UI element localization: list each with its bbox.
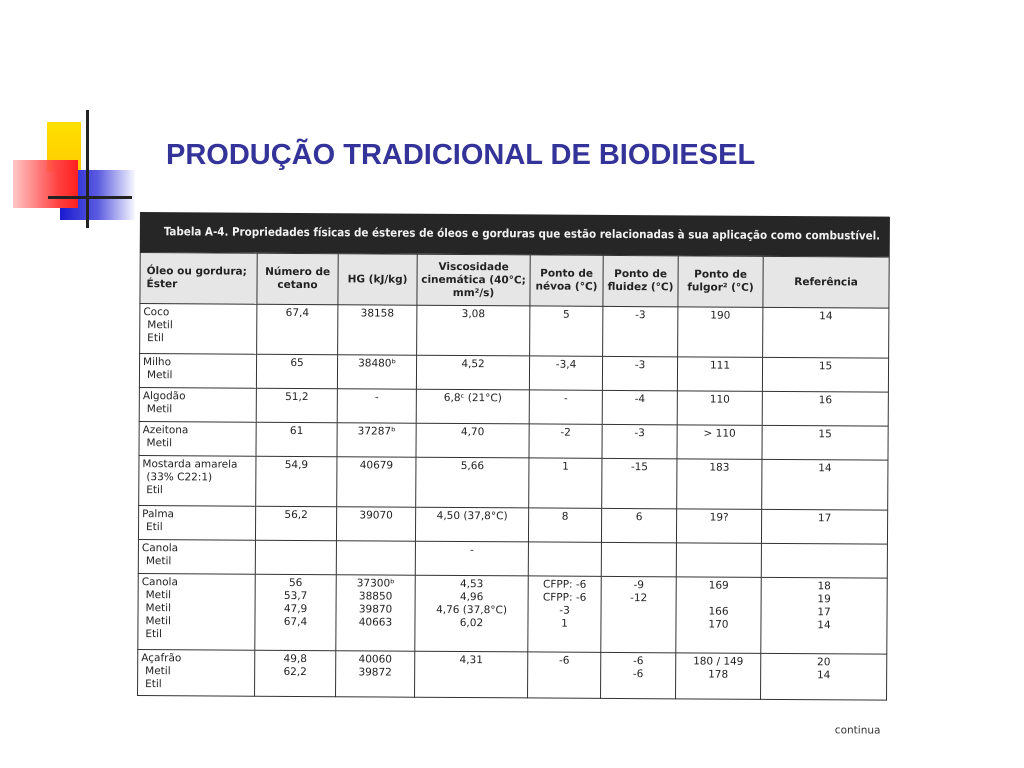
cell-line: 67,4 <box>285 306 310 320</box>
cell-line: 14 <box>816 669 831 682</box>
cell-line: 40663 <box>358 616 393 629</box>
cell-line: 38850 <box>358 590 393 603</box>
cell-line: 20 <box>817 656 831 669</box>
cell-hg <box>337 355 416 389</box>
cell-visc <box>415 651 528 698</box>
cell-fulgor <box>677 357 762 392</box>
cell-line: 47,9 <box>283 602 308 616</box>
scanned-table-image <box>129 208 898 737</box>
table-row <box>138 650 887 701</box>
header-fulgor: Ponto de fulgor² (°C) <box>678 256 763 308</box>
header-referencia: Referência <box>763 256 889 308</box>
cell-line: Metil <box>147 319 173 332</box>
cell-line: -3 <box>634 359 646 372</box>
cell-line: 14 <box>818 462 832 475</box>
decorative-logo <box>0 0 150 240</box>
cell-line: Metil <box>145 665 171 678</box>
cell-line: 56 <box>288 576 303 590</box>
table-row <box>138 506 887 545</box>
cell-line: - <box>374 391 379 404</box>
cell-fluidez <box>601 542 676 576</box>
cell-line: 39872 <box>358 666 392 679</box>
cell-line: -9 <box>633 579 644 592</box>
cell-line: - <box>563 392 568 405</box>
table-row <box>139 388 888 427</box>
cell-line: 65 <box>290 356 304 370</box>
cell-name <box>138 540 255 575</box>
cell-nevoa <box>529 390 602 424</box>
cell-line: 17 <box>817 512 832 525</box>
cell-line: 4,52 <box>461 358 485 371</box>
cell-line: 56,2 <box>284 508 308 522</box>
header-oleo: Óleo ou gordura; Éster <box>140 253 257 305</box>
cell-line: 14 <box>819 310 833 323</box>
cell-visc <box>416 389 529 424</box>
cell-nevoa <box>528 652 601 698</box>
cell-nevoa <box>528 508 601 542</box>
cell-line: 15 <box>818 428 832 441</box>
cell-line: 4,70 <box>460 426 485 439</box>
cell-line: 53,7 <box>283 589 308 603</box>
cell-line: 17 <box>817 606 831 619</box>
cell-visc <box>416 457 529 508</box>
cell-line: 38480ᵇ <box>358 357 397 370</box>
cell-cetano <box>256 354 337 388</box>
cell-nevoa <box>529 424 602 458</box>
cell-line: 18 <box>817 580 831 593</box>
header-fluidez: Ponto de fluidez (°C) <box>603 255 678 306</box>
cell-line: 37300ᵇ <box>356 577 395 590</box>
cell-nevoa <box>529 458 602 508</box>
cell-line: - <box>469 544 474 557</box>
cell-cetano <box>255 574 336 650</box>
cell-cetano <box>256 388 337 422</box>
cell-fluidez <box>601 508 676 542</box>
cell-line: Mostarda amarela <box>142 458 238 471</box>
cell-name <box>139 422 256 457</box>
cell-cetano <box>255 650 336 696</box>
cell-line: 19? <box>709 511 729 524</box>
cell-fulgor <box>676 509 761 544</box>
cell-visc <box>415 541 528 576</box>
cell-line: 14 <box>817 619 831 632</box>
cell-line: (33% C22:1) <box>146 471 213 484</box>
cell-hg <box>336 651 415 697</box>
cell-ref <box>761 543 887 578</box>
cell-line: -3 <box>634 427 645 440</box>
cell-cetano <box>255 540 336 574</box>
cell-visc <box>416 423 529 458</box>
cell-name <box>140 304 257 355</box>
cell-line: 166 <box>708 605 729 618</box>
cell-line: 170 <box>708 618 729 631</box>
cell-fulgor <box>676 543 761 578</box>
cell-line: 16 <box>818 394 833 407</box>
cell-line: 67,4 <box>283 615 308 629</box>
cell-line <box>680 592 758 605</box>
cell-name <box>139 456 256 507</box>
cell-line: Palma <box>142 508 175 521</box>
header-cetano: Número de cetano <box>257 253 338 304</box>
cell-fulgor <box>678 307 763 358</box>
table-row <box>138 574 887 655</box>
table-row <box>139 422 888 461</box>
cell-line: 5,66 <box>460 460 485 473</box>
cell-visc <box>415 575 528 652</box>
cell-line: 51,2 <box>285 390 309 404</box>
cell-name <box>139 388 256 423</box>
cell-line: 15 <box>818 360 833 373</box>
cell-line: 49,8 <box>283 652 307 666</box>
cell-line: Canola <box>141 542 179 555</box>
cell-line: 38158 <box>360 307 395 320</box>
horizontal-line <box>48 196 132 199</box>
cell-ref <box>761 509 887 544</box>
cell-line: Canola <box>141 576 178 589</box>
cell-line: 111 <box>709 359 731 372</box>
cell-line: CFPP: -6 <box>542 591 587 604</box>
cell-ref <box>762 459 888 510</box>
cell-visc <box>417 305 530 356</box>
properties-table <box>137 252 890 701</box>
cell-line: -6 <box>632 668 644 681</box>
cell-name <box>138 574 255 651</box>
cell-line: Coco <box>143 306 170 319</box>
cell-name <box>138 506 255 541</box>
cell-hg <box>336 541 415 575</box>
cell-line: 5 <box>562 308 570 321</box>
cell-hg <box>337 457 416 507</box>
cell-line: Azeitona <box>142 424 189 437</box>
table-row <box>138 540 887 579</box>
cell-line: 6,02 <box>459 617 484 630</box>
cell-fulgor <box>676 577 761 654</box>
cell-line: 3,08 <box>461 308 486 321</box>
cell-line: 39870 <box>358 603 393 616</box>
cell-line: -3 <box>559 604 570 617</box>
cell-fluidez <box>602 458 677 508</box>
cell-line: 110 <box>709 393 730 406</box>
cell-line: 4,50 (37,8°C) <box>436 509 508 523</box>
cell-fulgor <box>676 653 761 700</box>
cell-line: 54,9 <box>284 458 309 472</box>
cell-line: 19 <box>817 593 831 606</box>
cell-line: Metil <box>145 602 172 615</box>
cell-fluidez <box>601 576 676 652</box>
cell-fluidez <box>602 390 677 424</box>
cell-cetano <box>255 506 336 540</box>
cell-line: 4,96 <box>459 591 484 604</box>
cell-line: 62,2 <box>283 665 307 679</box>
cell-ref <box>762 357 888 392</box>
cell-line <box>532 544 598 557</box>
cell-fluidez <box>603 306 678 356</box>
header-hg: HG (kJ/kg) <box>338 254 417 305</box>
cell-fulgor <box>677 425 762 460</box>
cell-line: Etil <box>145 678 162 691</box>
cell-line <box>605 545 673 558</box>
cell-line: -2 <box>560 426 571 439</box>
continua-label: continua <box>834 724 881 737</box>
cell-line: 39070 <box>359 509 393 522</box>
cell-name <box>138 650 255 697</box>
cell-line: Metil <box>146 369 173 382</box>
cell-line: 4,53 <box>459 578 484 591</box>
cell-line: -15 <box>630 461 649 474</box>
cell-visc <box>415 507 528 542</box>
cell-line: Etil <box>146 521 163 534</box>
cell-line: 8 <box>561 510 569 523</box>
cell-line: Metil <box>145 615 171 628</box>
cell-line: 1 <box>561 617 568 630</box>
header-viscosidade: Viscosidade cinemática (40°C; mm²/s) <box>417 254 530 306</box>
cell-line: 6,8ᶜ (21°C) <box>443 391 502 405</box>
table-caption: Tabela A-4. Propriedades físicas de ésteres de óleos e gorduras que estão relacionadas à sua aplicação como combustível. <box>140 212 890 257</box>
cell-line: 178 <box>708 668 729 681</box>
cell-line: Metil <box>145 555 172 568</box>
cell-line: Etil <box>145 628 163 641</box>
cell-line: Etil <box>146 484 163 497</box>
cell-ref <box>762 391 888 426</box>
cell-line: -6 <box>632 655 644 668</box>
cell-line: -6 <box>558 654 570 667</box>
cell-nevoa <box>528 542 601 576</box>
cell-name <box>139 354 256 389</box>
cell-line: Açafrão <box>141 652 182 665</box>
cell-ref <box>762 425 888 460</box>
cell-line: -3,4 <box>555 358 577 371</box>
table-row <box>139 456 888 511</box>
cell-line: 180 / 149 <box>693 655 744 668</box>
red-square <box>13 160 78 208</box>
cell-line: Milho <box>143 356 172 369</box>
table-row <box>139 354 888 393</box>
cell-line: -12 <box>630 592 648 605</box>
cell-line: CFPP: -6 <box>542 578 587 591</box>
cell-line: 4,31 <box>459 654 483 667</box>
cell-ref <box>763 307 889 358</box>
cell-hg <box>336 507 415 541</box>
cell-line: 169 <box>708 579 729 592</box>
cell-fluidez <box>602 424 677 458</box>
cell-fulgor <box>677 391 762 426</box>
cell-hg <box>338 305 417 355</box>
cell-line: Etil <box>147 332 164 345</box>
cell-line: > 110 <box>703 427 736 440</box>
cell-visc <box>416 355 529 390</box>
vertical-line <box>86 110 89 228</box>
cell-line: Metil <box>145 589 172 602</box>
cell-line <box>340 543 412 556</box>
cell-ref <box>761 653 887 700</box>
cell-line: Metil <box>146 437 173 450</box>
table-header-row <box>140 253 889 309</box>
cell-nevoa <box>529 356 602 390</box>
cell-cetano <box>257 304 338 354</box>
cell-line: 40060 <box>358 653 392 666</box>
cell-line: 4,76 (37,8°C) <box>436 603 508 617</box>
cell-line: -4 <box>634 393 646 406</box>
cell-nevoa <box>530 306 603 356</box>
cell-line: 6 <box>635 511 643 524</box>
cell-cetano <box>256 422 337 456</box>
cell-fluidez <box>602 356 677 390</box>
cell-nevoa <box>528 576 601 652</box>
cell-line: Algodão <box>142 390 186 403</box>
cell-fulgor <box>677 459 762 510</box>
cell-line: 1 <box>562 460 569 473</box>
cell-hg <box>336 575 415 651</box>
cell-line <box>680 545 758 558</box>
cell-hg <box>337 389 416 423</box>
cell-line: Metil <box>146 403 173 416</box>
cell-line: 183 <box>709 461 730 474</box>
cell-hg <box>337 423 416 457</box>
cell-line: 37287ᵇ <box>357 425 396 438</box>
cell-ref <box>761 577 887 654</box>
slide-title: PRODUÇÃO TRADICIONAL DE BIODIESEL <box>166 139 756 171</box>
cell-line: -3 <box>635 309 646 322</box>
table-row <box>140 304 889 359</box>
cell-line: 190 <box>710 309 731 322</box>
cell-line: 40679 <box>359 459 394 472</box>
cell-cetano <box>256 456 337 506</box>
cell-line <box>259 543 333 556</box>
header-nevoa: Ponto de névoa (°C) <box>530 255 603 306</box>
cell-line <box>765 546 884 560</box>
cell-fluidez <box>601 652 676 698</box>
cell-line: 61 <box>289 424 304 438</box>
